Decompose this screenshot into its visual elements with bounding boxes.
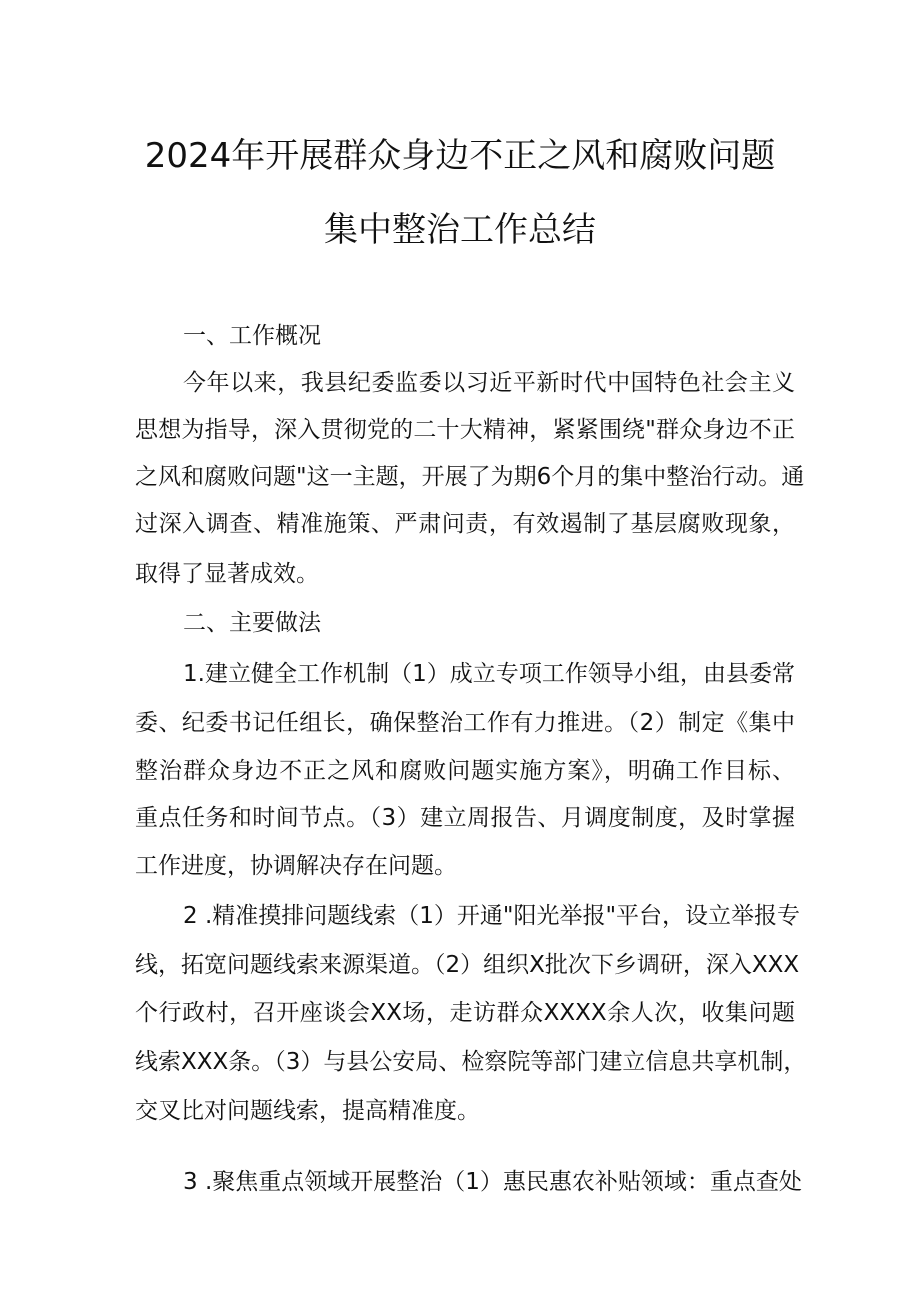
paragraph-line: 今年以来，我县纪委监委以习近平新时代中国特色社会主义 [183, 370, 795, 396]
item-2-line: 线，拓宽问题线索来源渠道。（2）组织X批次下乡调研，深入XXX [135, 952, 800, 978]
item-2-line: 线索XXX条。（3）与县公安局、检察院等部门建立信息共享机制， [135, 1049, 807, 1075]
item-1-line: 重点任务和时间节点。（3）建立周报告、月调度制度，及时掌握 [135, 805, 795, 831]
item-1-line: 工作进度，协调解决存在问题。 [135, 853, 457, 879]
paragraph-line: 之风和腐败问题"这一主题，开展了为期6个月的集中整治行动。通 [135, 464, 805, 490]
item-1-line: 委、纪委书记任组长，确保整治工作有力推进。（2）制定《集中 [135, 710, 795, 736]
document-title-line-2: 集中整治工作总结 [324, 210, 596, 250]
paragraph-line: 取得了显著成效。 [135, 561, 319, 587]
item-3-line: 3 .聚焦重点领域开展整治（1）惠民惠农补贴领域：重点查处 [183, 1169, 802, 1195]
item-1-line: 1.建立健全工作机制（1）成立专项工作领导小组，由县委常 [183, 661, 795, 687]
document-title-line-1: 2024年开展群众身边不正之风和腐败问题 [144, 136, 776, 176]
item-2-line: 交叉比对问题线索，提高精准度。 [135, 1098, 480, 1124]
paragraph-line: 过深入调查、精准施策、严肃问责，有效遏制了基层腐败现象， [135, 511, 795, 537]
section-2-heading: 二、主要做法 [183, 610, 321, 636]
item-2-line: 2 .精准摸排问题线索（1）开通"阳光举报"平台，设立举报专 [183, 903, 801, 929]
item-2-line: 个行政村，召开座谈会XX场，走访群众XXXX余人次，收集问题 [135, 1000, 795, 1026]
section-1-heading: 一、工作概况 [183, 323, 321, 349]
paragraph-line: 思想为指导，深入贯彻党的二十大精神，紧紧围绕"群众身边不正 [135, 417, 795, 443]
item-1-line: 整治群众身边不正之风和腐败问题实施方案》，明确工作目标、 [135, 758, 795, 784]
